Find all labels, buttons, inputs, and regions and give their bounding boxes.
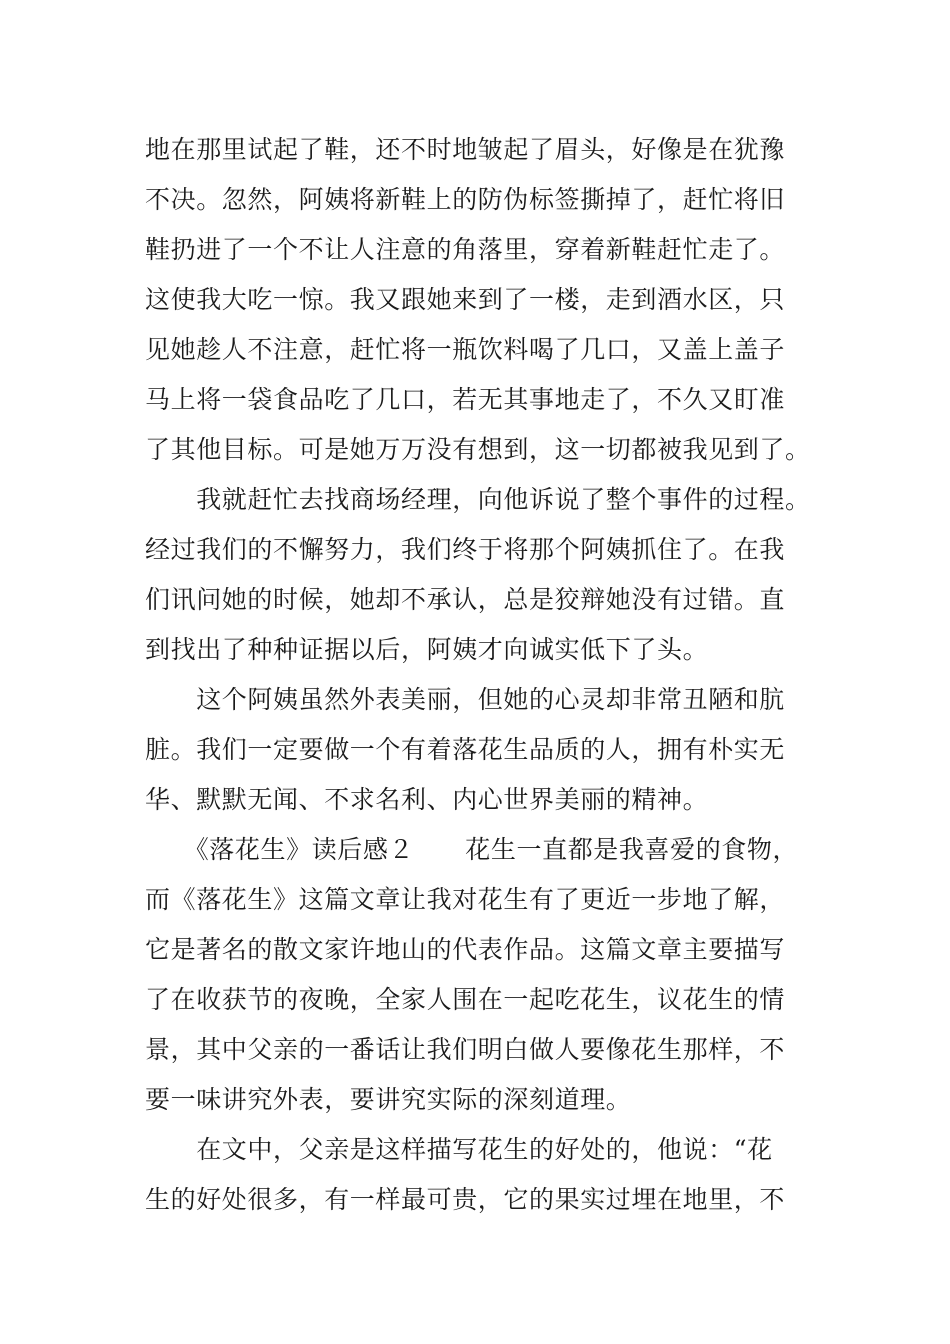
text-line: 要一味讲究外表，要讲究实际的深刻道理。 (145, 1085, 632, 1114)
text-line: 华、默默无闻、不求名利、内心世界美丽的精神。 (145, 785, 709, 814)
text-line: 地在那里试起了鞋，还不时地皱起了眉头，好像是在犹豫 (145, 135, 786, 164)
text-line: 景，其中父亲的一番话让我们明白做人要像花生那样，不 (145, 1035, 786, 1064)
text-line: 在文中，父亲是这样描写花生的好处的，他说：“花 (145, 1135, 773, 1164)
text-line: 到找出了种种证据以后，阿姨才向诚实低下了头。 (145, 635, 709, 664)
text-line: 马上将一袋食品吃了几口，若无其事地走了，不久又盯准 (145, 385, 786, 414)
text-line: 见她趁人不注意，赶忙将一瓶饮料喝了几口，又盖上盖子 (145, 335, 786, 364)
text-line: 了其他目标。可是她万万没有想到，这一切都被我见到了。 (145, 435, 811, 464)
text-line: 生的好处很多，有一样最可贵，它的果实过埋在地里，不 (145, 1185, 786, 1214)
text-line: 脏。我们一定要做一个有着落花生品质的人，拥有朴实无 (145, 735, 786, 764)
text-line: 而《落花生》这篇文章让我对花生有了更近一步地了解， (145, 885, 786, 914)
text-line: 《落花生》读后感２ 花生一直都是我喜爱的食物， (145, 835, 799, 864)
text-line: 经过我们的不懈努力，我们终于将那个阿姨抓住了。在我 (145, 535, 786, 564)
text-line: 这使我大吃一惊。我又跟她来到了一楼，走到酒水区，只 (145, 285, 786, 314)
text-line: 不决。忽然，阿姨将新鞋上的防伪标签撕掉了，赶忙将旧 (145, 185, 786, 214)
text-line: 这个阿姨虽然外表美丽，但她的心灵却非常丑陋和肮 (145, 685, 786, 714)
text-line: 鞋扔进了一个不让人注意的角落里，穿着新鞋赶忙走了。 (145, 235, 786, 264)
text-line: 们讯问她的时候，她却不承认，总是狡辩她没有过错。直 (145, 585, 786, 614)
text-line: 它是著名的散文家许地山的代表作品。这篇文章主要描写 (145, 935, 786, 964)
text-line: 了在收获节的夜晚，全家人围在一起吃花生，议花生的情 (145, 985, 786, 1014)
text-line: 我就赶忙去找商场经理，向他诉说了整个事件的过程。 (145, 485, 811, 514)
